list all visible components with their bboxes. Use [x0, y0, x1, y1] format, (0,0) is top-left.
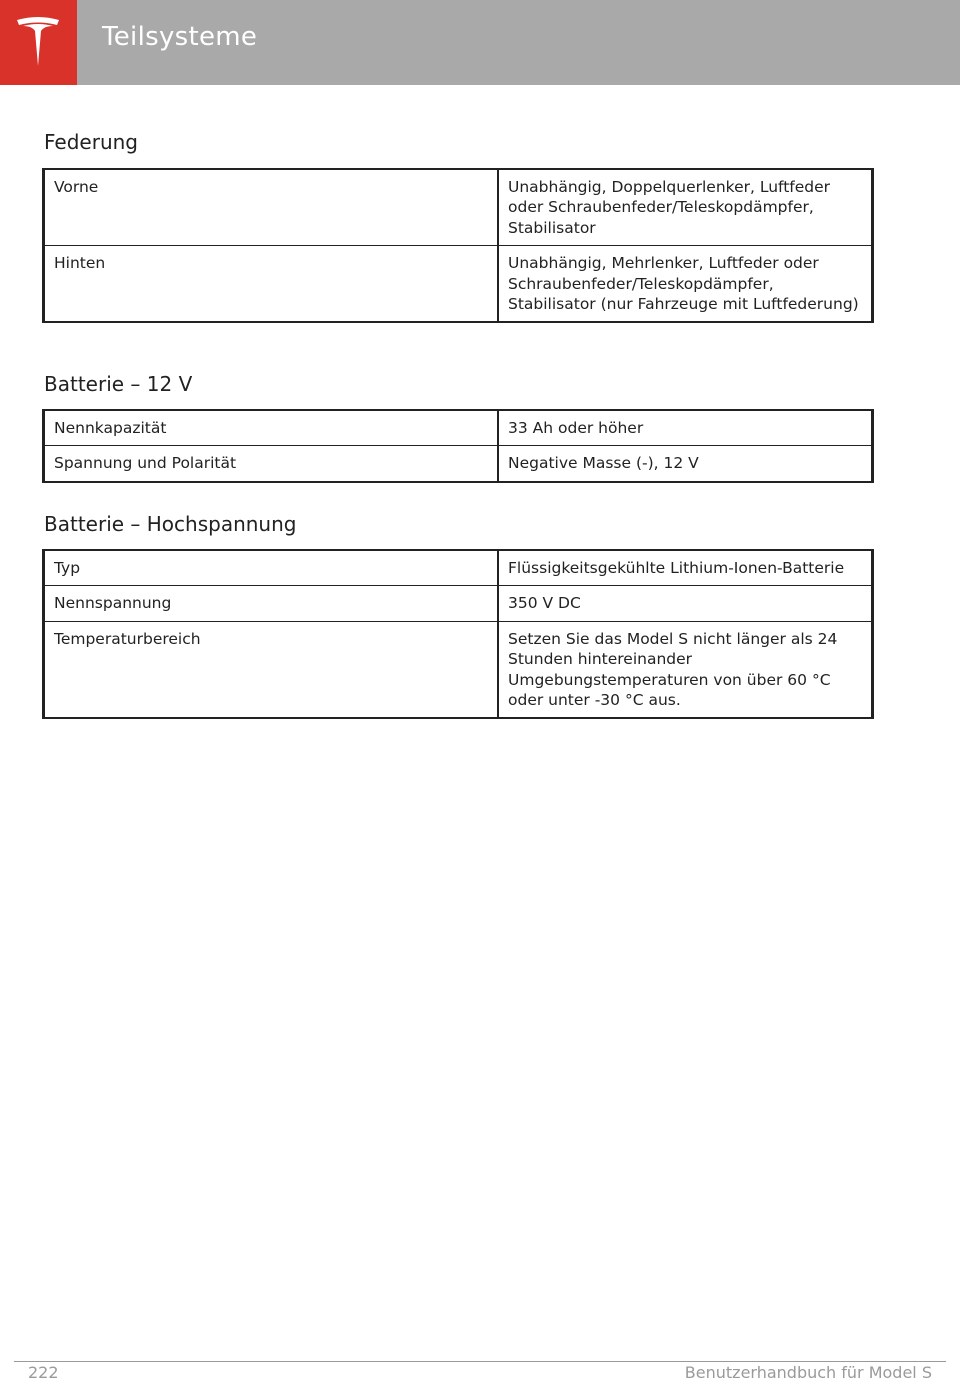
table-row — [44, 621, 873, 718]
footer-divider — [14, 1361, 946, 1362]
spec-value: Flüssigkeitsgekühlte Lithium-Ionen-Batterie — [498, 550, 873, 586]
spec-key: Vorne — [44, 169, 499, 246]
spec-value: 350 V DC — [498, 586, 873, 621]
spec-table-federung — [42, 168, 874, 323]
section-title-batterie-12v: Batterie – 12 V — [44, 372, 193, 396]
spec-key: Hinten — [44, 246, 499, 323]
table-row — [44, 246, 873, 323]
spec-value: 33 Ah oder höher — [498, 410, 873, 446]
spec-key: Nennkapazität — [44, 410, 499, 446]
page-number: 222 — [28, 1363, 59, 1382]
page-header — [0, 0, 960, 85]
spec-value: Setzen Sie das Model S nicht länger als 24 Stunden hintereinander Umgebungstemperaturen von über 60 °C oder unter -30 °C aus. — [498, 621, 873, 718]
table-row — [44, 550, 873, 586]
spec-key: Spannung und Polarität — [44, 446, 499, 482]
logo-box — [0, 0, 77, 85]
table-row — [44, 446, 873, 482]
spec-value: Unabhängig, Mehrlenker, Luftfeder oder Schraubenfeder/Teleskopdämpfer, Stabilisator (nur Fahrzeuge mit Luftfederung) — [498, 246, 873, 323]
spec-table-batterie-hochspannung — [42, 549, 874, 719]
section-title-federung: Federung — [44, 130, 138, 154]
spec-table-batterie-12v — [42, 409, 874, 483]
spec-value: Negative Masse (-), 12 V — [498, 446, 873, 482]
spec-key: Nennspannung — [44, 586, 499, 621]
footer-manual-title: Benutzerhandbuch für Model S — [684, 1363, 932, 1382]
table-row — [44, 586, 873, 621]
table-row — [44, 410, 873, 446]
tesla-logo-icon — [15, 16, 61, 68]
spec-key: Typ — [44, 550, 499, 586]
table-row — [44, 169, 873, 246]
section-title-batterie-hochspannung: Batterie – Hochspannung — [44, 512, 297, 536]
spec-key: Temperaturbereich — [44, 621, 499, 718]
header-title: Teilsysteme — [102, 22, 258, 52]
spec-value: Unabhängig, Doppelquerlenker, Luftfeder oder Schraubenfeder/Teleskopdämpfer, Stabilisator — [498, 169, 873, 246]
